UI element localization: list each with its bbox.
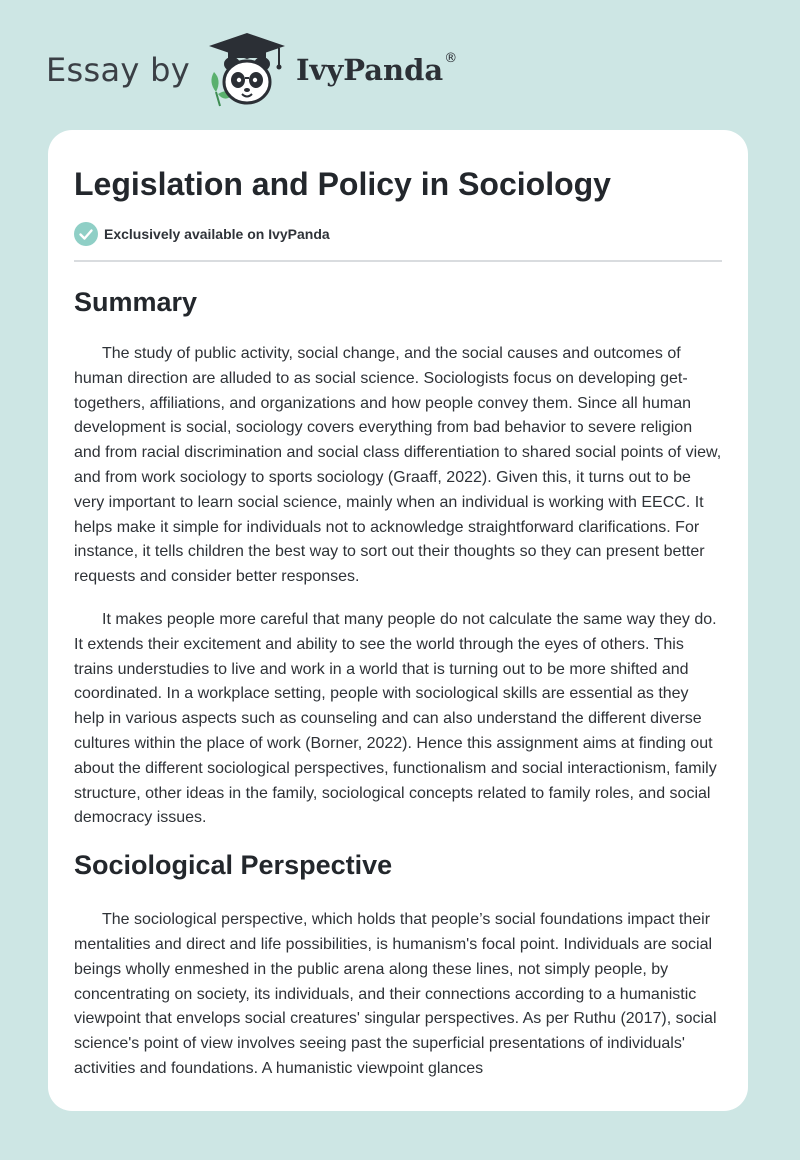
panda-graduate-logo-icon[interactable] (204, 30, 290, 110)
perspective-paragraph-1: The sociological perspective, which holds that people’s social foundations impact their mentalities and direct and life possibilities, is humanism's focal point. Individuals are social beings wholly enmeshed in the public arena along these lines, not simply people, by concentrating on society, its individuals, and their connections according to a humanistic viewpoint that envelops social creatures' singular perspectives. As per Ruthu (2017), social science's point of view involves seeing past the superficial presentations of individuals' activities and foundations. A humanistic viewpoint glances (74, 911, 717, 1077)
badge-label: Exclusively available on IvyPanda (104, 226, 330, 242)
brand-prefix: Essay by (46, 51, 190, 89)
site-header (46, 30, 457, 110)
section-heading-sociological-perspective: Sociological Perspective (74, 850, 393, 881)
exclusive-badge (74, 222, 722, 246)
essay-card (48, 130, 748, 1111)
title-divider (74, 260, 722, 262)
registered-mark: ® (444, 50, 458, 66)
summary-paragraph-2: It makes people more careful that many people do not calculate the same way they do. It extends their excitement and ability to see the world through the eyes of others. This trains understudies to live and work in a world that is turning out to be more shifted and coordinated. In a workplace setting, people with sociological skills are essential as they help in various aspects such as counseling and can also understand the different diverse cultures within the place of work (Borner, 2022). Hence this assignment aims at finding out about the different sociological perspectives, functionalism and social interactionism, family structure, other ideas in the family, sociological concepts related to family roles, and social democracy issues. (74, 610, 717, 827)
summary-paragraph-1: The study of public activity, social change, and the social causes and outcomes of human direction are alluded to as social science. Sociologists focus on developing get-togethers, affiliations, and organizations and how people convey them. Since all human development is social, sociology covers everything from bad behavior to severe religion and from racial discrimination and social class differentiation to shared social points of view, and from work sociology to sports sociology (Graaff, 2022). Given this, it turns out to be very important to learn social science, mainly when an individual is working with EECC. It helps make it simple for individuals not to acknowledge straightforward clarifications. For instance, it tells children the best way to sort out their thoughts so they can present better requests and consider better responses. (74, 345, 722, 586)
check-circle-icon (74, 222, 98, 246)
essay-title: Legislation and Policy in Sociology (74, 166, 611, 202)
section-heading-summary: Summary (74, 287, 198, 317)
brand-name[interactable]: IvyPanda (295, 53, 444, 87)
